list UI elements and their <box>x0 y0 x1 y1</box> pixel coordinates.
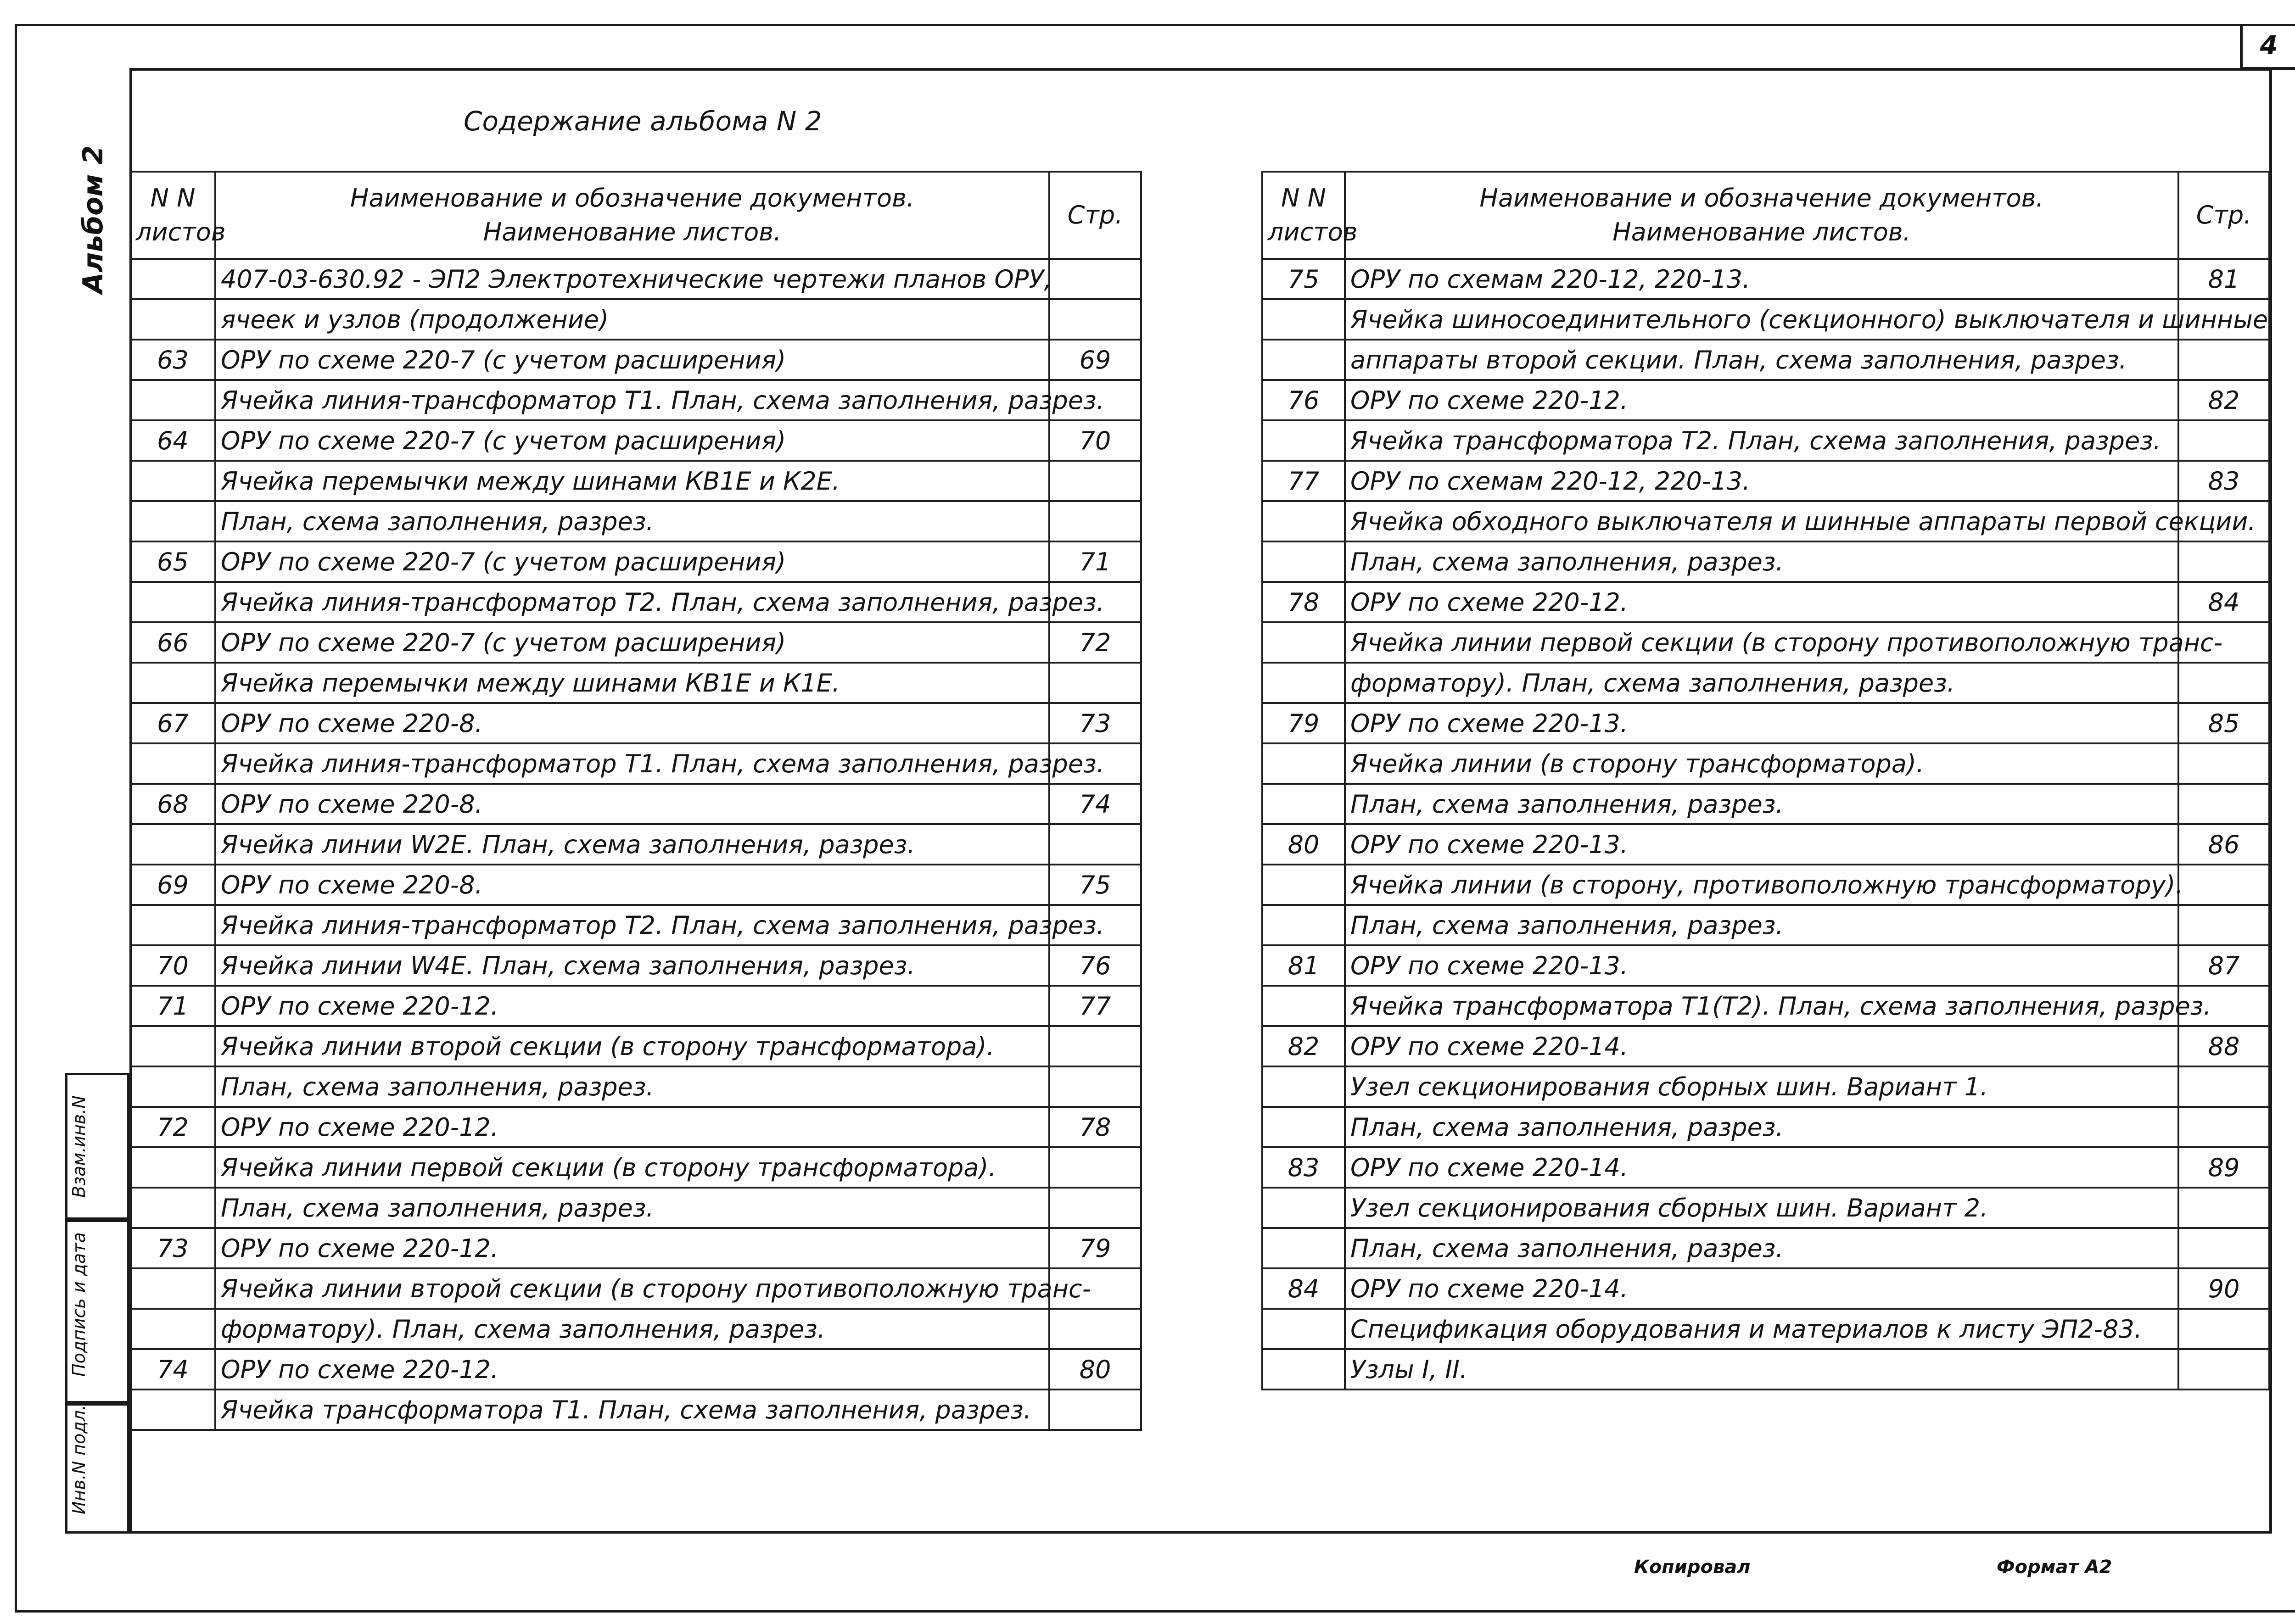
row-name: Ячейка линия-трансформатор Т2. План, схема заполнения, разрез. <box>215 905 1049 945</box>
row-name: Ячейка перемычки между шинами КВ1Е и К2Е. <box>215 461 1049 501</box>
row-page <box>1049 1147 1141 1188</box>
row-page: 85 <box>2178 703 2269 743</box>
table-row <box>130 259 1141 299</box>
row-num <box>130 905 215 945</box>
sheet-number: 4 <box>2240 24 2295 70</box>
row-name: ОРУ по схеме 220-13. <box>1345 703 2178 743</box>
sidebar-label-sign: Подпись и дата <box>69 1232 89 1377</box>
header-num-line2: листов <box>1268 218 1358 246</box>
row-page <box>2178 1349 2269 1390</box>
row-name: аппараты второй секции. План, схема заполнения, разрез. <box>1345 340 2178 380</box>
table-row <box>130 380 1141 420</box>
row-page: 77 <box>1049 986 1141 1026</box>
table-row <box>130 945 1141 986</box>
row-page <box>2178 541 2269 582</box>
table-row <box>130 1147 1141 1188</box>
row-num: 81 <box>1262 945 1345 986</box>
header-name-line1: Наименование и обозначение документов. <box>1479 184 2044 212</box>
header-name <box>215 172 1049 259</box>
table-row <box>130 420 1141 461</box>
footer-copied: Копировал <box>1634 1557 1751 1578</box>
row-page <box>1049 1066 1141 1107</box>
table-row <box>1262 784 2269 824</box>
row-num <box>130 663 215 703</box>
row-num: 70 <box>130 945 215 986</box>
row-name: Ячейка линия-трансформатор Т2. План, схема заполнения, разрез. <box>215 582 1049 622</box>
row-page <box>1049 1390 1141 1430</box>
header-name <box>1345 172 2178 259</box>
row-page: 86 <box>2178 824 2269 865</box>
row-name: ОРУ по схеме 220-12. <box>215 986 1049 1026</box>
row-name: ОРУ по схеме 220-14. <box>1345 1026 2178 1066</box>
row-num <box>1262 663 1345 703</box>
table-row <box>1262 420 2269 461</box>
row-page: 75 <box>1049 865 1141 905</box>
row-name: Ячейка линии второй секции (в сторону противоположную транс- <box>215 1268 1049 1309</box>
table-row <box>1262 1026 2269 1066</box>
row-name: Узел секционирования сборных шин. Вариант 1. <box>1345 1066 2178 1107</box>
row-num <box>130 1268 215 1309</box>
row-num <box>1262 299 1345 340</box>
table-row <box>130 1268 1141 1309</box>
row-name: Ячейка трансформатора Т1. План, схема заполнения, разрез. <box>215 1390 1049 1430</box>
row-page: 81 <box>2178 259 2269 299</box>
row-num <box>130 824 215 865</box>
row-num: 74 <box>130 1349 215 1390</box>
row-num: 68 <box>130 784 215 824</box>
table-row <box>130 1107 1141 1147</box>
table-row <box>1262 1349 2269 1390</box>
toc-table-left <box>129 171 1142 1431</box>
row-page <box>2178 1228 2269 1268</box>
header-name-line1: Наименование и обозначение документов. <box>350 184 915 212</box>
header-num-line2: листов <box>136 218 226 246</box>
row-name: ОРУ по схеме 220-7 (с учетом расширения) <box>215 622 1049 663</box>
row-page: 69 <box>1049 340 1141 380</box>
row-name: План, схема заполнения, разрез. <box>1345 1228 2178 1268</box>
header-num <box>130 172 226 259</box>
sidebar-label-inv: Инв.N подл. <box>69 1405 89 1514</box>
row-num <box>130 1188 215 1228</box>
row-name: Узлы I, II. <box>1345 1349 2178 1390</box>
row-num <box>130 582 215 622</box>
table-row <box>1262 1066 2269 1107</box>
row-name: 407-03-630.92 - ЭП2 Электротехнические чертежи планов ОРУ, <box>215 259 1049 299</box>
row-page: 78 <box>1049 1107 1141 1147</box>
row-num <box>1262 865 1345 905</box>
table-row <box>130 299 1141 340</box>
table-row <box>1262 905 2269 945</box>
row-name: Ячейка линии первой секции (в сторону трансформатора). <box>215 1147 1049 1188</box>
row-num <box>1262 420 1345 461</box>
row-num <box>130 1390 215 1430</box>
row-num: 73 <box>130 1228 215 1268</box>
row-num <box>1262 1309 1345 1349</box>
row-num <box>130 380 215 420</box>
row-num: 84 <box>1262 1268 1345 1309</box>
row-page: 72 <box>1049 622 1141 663</box>
table-row <box>130 986 1141 1026</box>
row-num: 72 <box>130 1107 215 1147</box>
row-page: 88 <box>2178 1026 2269 1066</box>
row-num: 65 <box>130 541 215 582</box>
table-row <box>130 541 1141 582</box>
row-page <box>2178 784 2269 824</box>
album-side-label: Альбом 2 <box>77 145 109 294</box>
table-row <box>1262 340 2269 380</box>
page-title: Содержание альбома N 2 <box>464 106 822 137</box>
table-row <box>1262 299 2269 340</box>
row-page <box>2178 1309 2269 1349</box>
table-row <box>130 1349 1141 1390</box>
row-num <box>130 501 215 541</box>
table-row <box>1262 1228 2269 1268</box>
row-num <box>1262 501 1345 541</box>
table-row <box>1262 743 2269 784</box>
row-num <box>130 1309 215 1349</box>
table-row <box>1262 663 2269 703</box>
sidebar-label-replace: Взам.инв.N <box>69 1095 89 1198</box>
row-name: ОРУ по схеме 220-8. <box>215 784 1049 824</box>
row-page <box>1049 259 1141 299</box>
row-page <box>2178 1107 2269 1147</box>
row-name: форматору). План, схема заполнения, разрез. <box>215 1309 1049 1349</box>
row-page <box>2178 1188 2269 1228</box>
table-row <box>130 824 1141 865</box>
header-num-line1: N N <box>150 184 196 212</box>
row-name: Ячейка линии первой секции (в сторону противоположную транс- <box>1345 622 2178 663</box>
row-page: 84 <box>2178 582 2269 622</box>
header-name-line2: Наименование листов. <box>1612 218 1911 246</box>
row-num: 67 <box>130 703 215 743</box>
row-name: Ячейка трансформатора Т2. План, схема заполнения, разрез. <box>1345 420 2178 461</box>
table-row <box>130 501 1141 541</box>
row-page: 83 <box>2178 461 2269 501</box>
row-name: План, схема заполнения, разрез. <box>215 1066 1049 1107</box>
row-name: План, схема заполнения, разрез. <box>1345 541 2178 582</box>
row-name: ОРУ по схеме 220-8. <box>215 865 1049 905</box>
table-row <box>130 703 1141 743</box>
header-num <box>1262 172 1358 259</box>
table-row <box>1262 1107 2269 1147</box>
table-row <box>1262 1268 2269 1309</box>
row-name: ОРУ по схеме 220-12. <box>215 1228 1049 1268</box>
table-row <box>1262 986 2269 1026</box>
row-name: ОРУ по схеме 220-7 (с учетом расширения) <box>215 420 1049 461</box>
table-row <box>1262 1309 2269 1349</box>
table-row <box>1262 380 2269 420</box>
row-name: Узел секционирования сборных шин. Вариант 2. <box>1345 1188 2178 1228</box>
row-num <box>1262 1066 1345 1107</box>
row-page: 90 <box>2178 1268 2269 1309</box>
header-page: Стр. <box>2178 172 2269 259</box>
row-page <box>2178 865 2269 905</box>
table-row <box>1262 865 2269 905</box>
table-row <box>130 1390 1141 1430</box>
table-row <box>130 582 1141 622</box>
row-num: 78 <box>1262 582 1345 622</box>
row-page: 82 <box>2178 380 2269 420</box>
row-num <box>130 743 215 784</box>
row-page: 87 <box>2178 945 2269 986</box>
row-num <box>130 461 215 501</box>
table-row <box>130 1066 1141 1107</box>
row-num: 66 <box>130 622 215 663</box>
row-num <box>130 1066 215 1107</box>
table-row <box>1262 622 2269 663</box>
row-page: 70 <box>1049 420 1141 461</box>
row-name: ОРУ по схеме 220-13. <box>1345 945 2178 986</box>
row-page <box>1049 501 1141 541</box>
row-name: Ячейка обходного выключателя и шинные аппараты первой секции. <box>1345 501 2178 541</box>
table-row <box>130 461 1141 501</box>
row-num <box>1262 1107 1345 1147</box>
table-row <box>130 1228 1141 1268</box>
row-page <box>1049 824 1141 865</box>
table-row <box>130 1309 1141 1349</box>
row-name: Ячейка трансформатора Т1(Т2). План, схема заполнения, разрез. <box>1345 986 2178 1026</box>
row-name: План, схема заполнения, разрез. <box>1345 784 2178 824</box>
table-row <box>1262 541 2269 582</box>
row-name: ОРУ по схеме 220-7 (с учетом расширения) <box>215 340 1049 380</box>
table-row <box>1262 703 2269 743</box>
row-page: 76 <box>1049 945 1141 986</box>
row-num <box>1262 986 1345 1026</box>
table-row <box>1262 461 2269 501</box>
header-page: Стр. <box>1049 172 1141 259</box>
table-row <box>130 663 1141 703</box>
row-num <box>1262 1228 1345 1268</box>
row-page <box>1049 1188 1141 1228</box>
row-page <box>2178 663 2269 703</box>
row-page <box>1049 663 1141 703</box>
toc-table-right <box>1261 171 2270 1390</box>
table-row <box>130 1026 1141 1066</box>
row-name: ячеек и узлов (продолжение) <box>215 299 1049 340</box>
row-page <box>1049 1026 1141 1066</box>
row-name: ОРУ по схеме 220-13. <box>1345 824 2178 865</box>
row-page <box>2178 420 2269 461</box>
table-row <box>1262 582 2269 622</box>
row-num: 80 <box>1262 824 1345 865</box>
table-row <box>1262 1188 2269 1228</box>
table-row <box>1262 259 2269 299</box>
row-page: 89 <box>2178 1147 2269 1188</box>
row-page: 73 <box>1049 703 1141 743</box>
row-name: Ячейка линии (в сторону трансформатора). <box>1345 743 2178 784</box>
table-row <box>130 1188 1141 1228</box>
header-name-line2: Наименование листов. <box>483 218 782 246</box>
row-page: 80 <box>1049 1349 1141 1390</box>
row-num <box>1262 622 1345 663</box>
row-name: ОРУ по схеме 220-8. <box>215 703 1049 743</box>
row-name: План, схема заполнения, разрез. <box>1345 1107 2178 1147</box>
row-name: ОРУ по схеме 220-12. <box>1345 380 2178 420</box>
table-row <box>1262 1147 2269 1188</box>
row-name: Ячейка шиносоединительного (секционного) выключателя и шинные <box>1345 299 2178 340</box>
row-num: 71 <box>130 986 215 1026</box>
row-name: План, схема заполнения, разрез. <box>215 501 1049 541</box>
table-header-row <box>130 172 1141 259</box>
row-name: Ячейка линия-трансформатор Т1. План, схема заполнения, разрез. <box>215 380 1049 420</box>
row-num: 82 <box>1262 1026 1345 1066</box>
table-header-row <box>1262 172 2269 259</box>
table-row <box>1262 824 2269 865</box>
row-num <box>1262 1349 1345 1390</box>
row-num: 64 <box>130 420 215 461</box>
row-num <box>1262 905 1345 945</box>
row-num: 83 <box>1262 1147 1345 1188</box>
row-num <box>1262 743 1345 784</box>
row-page: 71 <box>1049 541 1141 582</box>
row-name: ОРУ по схеме 220-7 (с учетом расширения) <box>215 541 1049 582</box>
row-name: ОРУ по схеме 220-12. <box>215 1107 1049 1147</box>
table-row <box>130 784 1141 824</box>
row-num: 77 <box>1262 461 1345 501</box>
row-num <box>130 299 215 340</box>
table-row <box>130 905 1141 945</box>
row-num <box>130 1147 215 1188</box>
row-page <box>2178 743 2269 784</box>
header-num-line1: N N <box>1281 184 1326 212</box>
row-name: ОРУ по схемам 220-12, 220-13. <box>1345 259 2178 299</box>
row-num: 63 <box>130 340 215 380</box>
table-row <box>1262 501 2269 541</box>
row-name: Ячейка линия-трансформатор Т1. План, схема заполнения, разрез. <box>215 743 1049 784</box>
row-name: ОРУ по схеме 220-14. <box>1345 1147 2178 1188</box>
row-name: Ячейка линии второй секции (в сторону трансформатора). <box>215 1026 1049 1066</box>
row-name: Ячейка линии W2Е. План, схема заполнения, разрез. <box>215 824 1049 865</box>
row-page: 74 <box>1049 784 1141 824</box>
row-page <box>2178 905 2269 945</box>
row-page: 79 <box>1049 1228 1141 1268</box>
row-num: 79 <box>1262 703 1345 743</box>
row-name: ОРУ по схеме 220-12. <box>215 1349 1049 1390</box>
row-name: Ячейка линии (в сторону, противоположную трансформатору). <box>1345 865 2178 905</box>
row-num <box>1262 340 1345 380</box>
row-num: 76 <box>1262 380 1345 420</box>
row-num <box>1262 1188 1345 1228</box>
row-name: Спецификация оборудования и материалов к листу ЭП2-83. <box>1345 1309 2178 1349</box>
table-row <box>1262 945 2269 986</box>
row-page <box>1049 461 1141 501</box>
row-num <box>130 259 215 299</box>
row-name: Ячейка линии W4Е. План, схема заполнения, разрез. <box>215 945 1049 986</box>
row-name: План, схема заполнения, разрез. <box>215 1188 1049 1228</box>
row-num <box>1262 541 1345 582</box>
row-name: План, схема заполнения, разрез. <box>1345 905 2178 945</box>
table-row <box>130 743 1141 784</box>
row-num: 69 <box>130 865 215 905</box>
row-page <box>1049 299 1141 340</box>
row-page <box>1049 1309 1141 1349</box>
table-row <box>130 340 1141 380</box>
row-num <box>1262 784 1345 824</box>
row-name: ОРУ по схеме 220-12. <box>1345 582 2178 622</box>
table-row <box>130 622 1141 663</box>
row-page <box>2178 340 2269 380</box>
row-name: ОРУ по схеме 220-14. <box>1345 1268 2178 1309</box>
table-row <box>130 865 1141 905</box>
row-name: форматору). План, схема заполнения, разрез. <box>1345 663 2178 703</box>
row-page <box>2178 1066 2269 1107</box>
row-num: 75 <box>1262 259 1345 299</box>
row-name: Ячейка перемычки между шинами КВ1Е и К1Е. <box>215 663 1049 703</box>
row-name: ОРУ по схемам 220-12, 220-13. <box>1345 461 2178 501</box>
footer-format: Формат А2 <box>1997 1557 2112 1578</box>
row-num <box>130 1026 215 1066</box>
